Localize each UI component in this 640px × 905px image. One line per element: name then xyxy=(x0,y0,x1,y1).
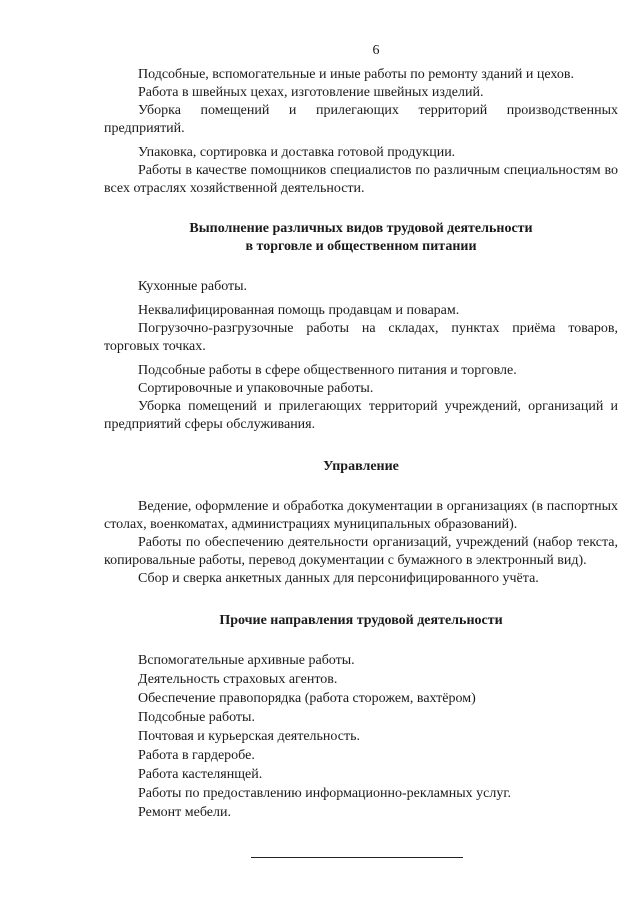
list-item: Вспомогательные архивные работы. xyxy=(138,653,355,668)
heading-line: в торговле и общественном питании xyxy=(245,239,477,254)
paragraph: Ведение, оформление и обработка документации в организациях (в паспортных столах, военкоматах, администрациях муниципальных образований). xyxy=(104,499,618,532)
section-trade-list xyxy=(104,278,618,434)
paragraph: Подсобные, вспомогательные и иные работы по ремонту зданий и цехов. xyxy=(138,67,574,82)
paragraph: Сортировочные и упаковочные работы. xyxy=(138,381,374,396)
list-item: Работы по предоставлению информационно-рекламных услуг. xyxy=(138,786,512,801)
list-item: Почтовая и курьерская деятельность. xyxy=(138,729,360,744)
paragraph: Неквалифицированная помощь продавцам и поварам. xyxy=(138,303,460,318)
section-heading-trade xyxy=(104,220,618,256)
paragraph: Уборка помещений и прилегающих территорий учреждений, организаций и предприятий сферы обслуживания. xyxy=(104,399,618,432)
section-intro-list xyxy=(104,66,618,198)
paragraph: Сбор и сверка анкетных данных для персонифицированного учёта. xyxy=(138,571,539,586)
paragraph: Работы по обеспечению деятельности организаций, учреждений (набор текста, копировальные работы, перевод документации с бумажного в электронный вид). xyxy=(104,535,618,568)
paragraph: Работы в качестве помощников специалистов по различным специальностям во всех отраслях хозяйственной деятельности. xyxy=(104,163,618,196)
list-item: Работа в гардеробе. xyxy=(138,748,255,763)
page-number: 6 xyxy=(372,43,380,58)
heading-line: Выполнение различных видов трудовой деятельности xyxy=(189,221,533,236)
list-item: Подсобные работы. xyxy=(138,710,255,725)
section-other-list xyxy=(104,652,618,822)
list-item: Обеспечение правопорядка (работа сторожем, вахтёром) xyxy=(138,691,476,706)
paragraph: Погрузочно-разгрузочные работы на складах, пунктах приёма товаров, торговых точках. xyxy=(104,321,618,354)
separator-line xyxy=(251,857,463,858)
list-item: Ремонт мебели. xyxy=(138,805,231,820)
section-management-list xyxy=(104,498,618,588)
section-heading-management: Управление xyxy=(323,459,399,474)
paragraph: Подсобные работы в сфере общественного питания и торговле. xyxy=(138,363,517,378)
paragraph: Работа в швейных цехах, изготовление швейных изделий. xyxy=(138,85,484,100)
list-item: Деятельность страховых агентов. xyxy=(138,672,338,687)
paragraph: Уборка помещений и прилегающих территорий производственных предприятий. xyxy=(104,103,618,136)
paragraph: Упаковка, сортировка и доставка готовой продукции. xyxy=(138,145,456,160)
section-heading-other: Прочие направления трудовой деятельности xyxy=(219,613,503,628)
paragraph: Кухонные работы. xyxy=(138,279,248,294)
list-item: Работа кастелянщей. xyxy=(138,767,263,782)
